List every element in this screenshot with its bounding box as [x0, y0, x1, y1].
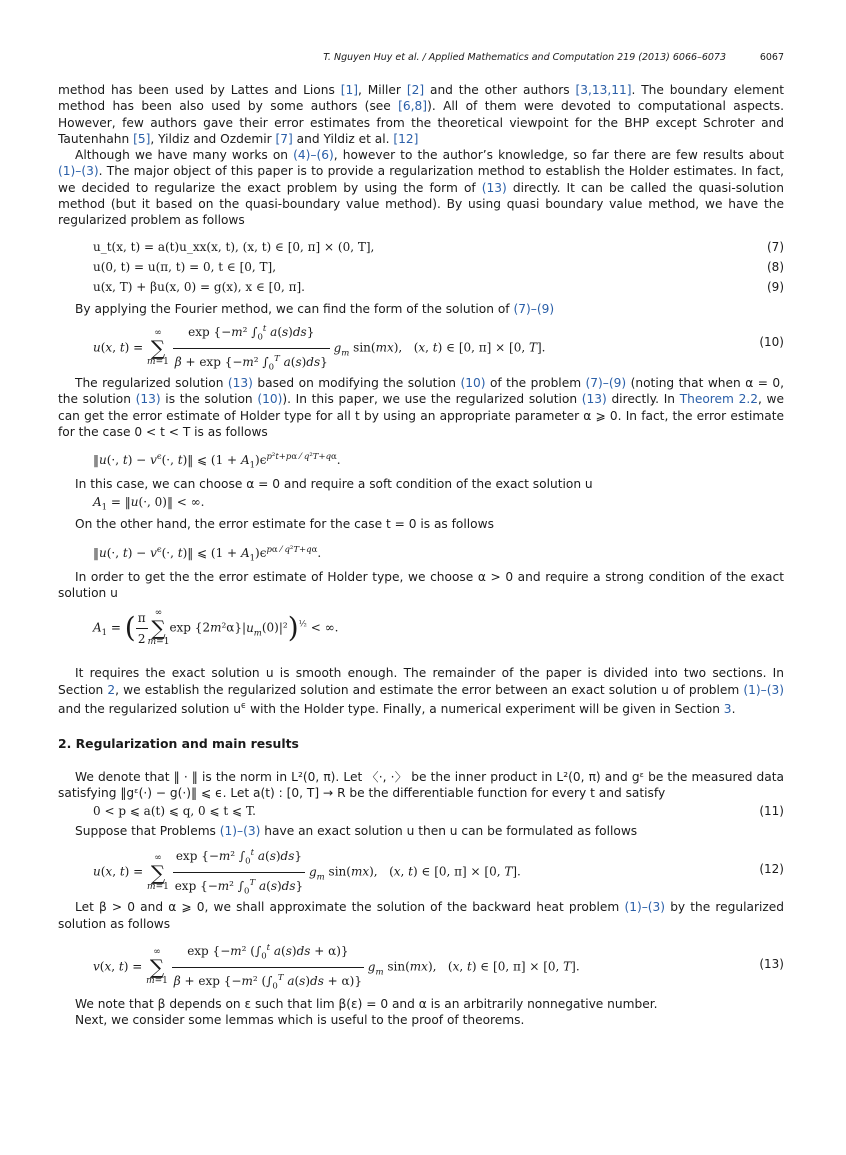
- equation-number: (10): [759, 334, 784, 349]
- paragraph-intro-methods: method has been used by Lattes and Lions [1], Miller [2] and the other authors [3,13,11]. The boundary element method has been also used by some authors (see [6,8]). All of them were devoted to computational aspects. However, few authors gave their error estimates from the theoretical viewpoint for the BHP except Schroter and Tautenhahn [5], Yildiz and Ozdemir [7] and Yildiz et al. [12]: [58, 83, 785, 146]
- summation-symbol: ∞ ∑ m=1: [147, 328, 169, 368]
- equation-link[interactable]: (7)–(9): [585, 375, 627, 390]
- equation-number: (9): [767, 279, 784, 294]
- equation-link[interactable]: (7)–(9): [513, 301, 555, 316]
- estimate-case-positive-t: ‖u(·, $t) - v^\epsilon(\cdot$, t)‖ ⩽ $(1 + A_1)\epsilon^{p^2t+p\alpha ⁄ q^2T+q\alpha}$.: [93, 452, 341, 471]
- page-number: 6067: [759, 52, 784, 63]
- equation-link[interactable]: (1)–(3): [58, 164, 99, 179]
- equation-link[interactable]: (13): [135, 392, 161, 407]
- summation-symbol: ∞ ∑ m=1: [146, 947, 168, 987]
- equation-8: u(0, t) = u(π, t) = 0, t ∈ [0, T], (8): [93, 259, 784, 274]
- citation-link[interactable]: [12]: [393, 131, 419, 146]
- equation-link[interactable]: (1)–(3): [624, 900, 666, 915]
- equation-link[interactable]: (4)–(6): [293, 148, 334, 163]
- paragraph-objective: Although we have many works on (4)–(6), however to the author’s knowledge, so far there are few results about (1)–(3). The major object of this paper is to provide a regularization method to establish the Holder estimates. In fact, we decided to regularize the exact problem by using the form of (13) directly. It can be called the quasi-solution method (but it based on the quasi-boundary value method). By using quasi boundary value method, we have the regularized problem as follows: [58, 148, 784, 228]
- citation-link[interactable]: [5]: [133, 131, 151, 146]
- citation-link[interactable]: [2]: [406, 83, 425, 97]
- paragraph-notation: We denote that ‖ · ‖ is the norm in L²(0, π). Let 〈·, ·〉 be the inner product in L²(0, π) and gᵋ be the measured data satisfying ‖gᵋ(·) − g(·)‖ ⩽ ϵ. Let a(t) : [0, T] → R be the differentiable function for every t and satisfy: [58, 769, 784, 800]
- equation-link[interactable]: (13): [227, 375, 253, 390]
- equation-link[interactable]: (13): [481, 180, 507, 195]
- estimate-case-zero: ‖u(·, $t) - v^\epsilon(\cdot$, t)‖ ⩽ $(1 + A_1)\epsilon^{p\alpha ⁄ q^2T+q\alpha}$.: [93, 544, 322, 564]
- summation-symbol: ∞ ∑ m=1: [147, 608, 170, 648]
- equation-13: v(x, t) = ∞ ∑ m=1 $\frac{\exp \{-m^2 (\int_0^t a(s)ds + \alpha)\}}{\beta + \exp \{-m^2 (\int_0^T a(s)ds + \alpha)\}}$ $g_m$ sin(mx), (x, t) ∈ [0, π] × [0, T]. (13): [58, 932, 784, 994]
- fraction: $\frac{\exp \{-m^2 (\int_0^t a(s)ds + \alpha)\}}{\beta + \exp \{-m^2 (\int_0^T a(s)ds + \alpha)\}}$: [172, 940, 364, 994]
- equation-link[interactable]: (13): [581, 392, 607, 407]
- citation-link[interactable]: [3,13,11]: [575, 83, 632, 97]
- paragraph-exact-solution: Suppose that Problems (1)–(3) have an exact solution u then u can be formulated as follows: [75, 824, 638, 839]
- paragraph-fourier: By applying the Fourier method, we can find the form of the solution of (7)–(9): [75, 301, 555, 316]
- equation-link[interactable]: (1)–(3): [743, 682, 784, 697]
- equation-number: (7): [767, 239, 784, 254]
- equation-9: u(x, T) + βu(x, 0) = g(x), x ∈ [0, π]. (9): [93, 279, 784, 294]
- equation-number: (11): [759, 804, 784, 819]
- paragraph-outline: It requires the exact solution u is smooth enough. The remainder of the paper is divided into two sections. In Section 2, we establish the regularized solution and estimate the error between an exact solution u of problem (1)–(3) and the regularized solution $u^\epsilon$ with the Holder type. Finally, a numerical experiment will be given in Section 3.: [58, 666, 784, 716]
- article-body: [58, 82, 784, 1029]
- citation-link[interactable]: [6,8]: [398, 99, 428, 114]
- paragraph-soft-condition: In this case, we can choose α = 0 and require a soft condition of the exact solution u: [75, 477, 593, 492]
- fraction: $\frac{\pi}{2}$: [137, 610, 146, 646]
- paragraph-beta-note: We note that β depends on ε such that lim β(ε) = 0 and α is an arbitrarily nonnegative number.: [75, 997, 658, 1012]
- theorem-link[interactable]: Theorem 2.2: [679, 392, 758, 407]
- citation-link[interactable]: [7]: [275, 131, 293, 146]
- paragraph-next-lemmas: Next, we consider some lemmas which is useful to the proof of theorems.: [75, 1013, 525, 1028]
- equation-number: (13): [759, 957, 784, 972]
- paragraph-regularized: The regularized solution (13) based on modifying the solution (10) of the problem (7)–(9) (noting that when α = 0, the solution (13) is the solution (10)). In this paper, we use the regularized solution (13) directly. In Theorem 2.2, we can get the error estimate of Holder type for all t by using an appropriate parameter α ⩾ 0. In fact, the error estimate for the case 0 < t < T is as follows: [58, 375, 784, 439]
- fraction: $\frac{\exp \{-m^2 \int_0^t a(s)ds\}}{\beta + \exp \{-m^2 \int_0^T a(s)ds\}}$: [173, 321, 330, 375]
- citation-link[interactable]: [1]: [340, 83, 358, 97]
- paragraph-case-zero: On the other hand, the error estimate for the case t = 0 is as follows: [75, 517, 494, 532]
- section-link[interactable]: 3: [723, 702, 732, 716]
- equation-number: (12): [759, 862, 784, 877]
- equation-12: u(x, t) = ∞ ∑ m=1 $\frac{\exp \{-m^2 \int_0^t a(s)ds\}}{\exp \{-m^2 \int_0^T a(s)ds\}}$ $g_m$ sin(mx), (x, t) ∈ [0, π] × [0, T]. (12): [58, 839, 784, 897]
- equation-10: u(x, t) = ∞ ∑ m=1 $\frac{\exp \{-m^2 \int_0^t a(s)ds\}}{\beta + \exp \{-m^2 \int_0^T a(s)ds\}}$ $g_m$ sin(mx), (x, t) ∈ [0, π] × [0, T]. (10): [58, 317, 784, 369]
- paragraph-approximation: Let β > 0 and α ⩾ 0, we shall approximate the solution of the backward heat problem (1)–(3) by the regularized solution as follows: [58, 900, 785, 931]
- equation-7: u_t(x, t) = a(t)u_xx(x, t), (x, t) ∈ [0, π] × (0, T], (7): [93, 239, 784, 254]
- summation-symbol: ∞ ∑ m=1: [147, 852, 169, 892]
- running-title: T. Nguyen Huy et al. / Applied Mathematics and Computation 219 (2013) 6066–6073: [323, 52, 726, 63]
- section-heading: 2. Regularization and main results: [58, 736, 299, 752]
- running-header: [58, 52, 784, 68]
- paragraph-strong-condition: In order to get the the error estimate of Holder type, we choose α > 0 and require a strong condition of the exact solution u: [58, 569, 784, 601]
- equation-11: 0 < p ⩽ a(t) ⩽ q, 0 ⩽ t ⩽ T. (11): [93, 804, 784, 819]
- fraction: $\frac{\exp \{-m^2 \int_0^t a(s)ds\}}{\exp \{-m^2 \int_0^T a(s)ds\}}$: [173, 845, 305, 899]
- equation-number: (8): [767, 259, 784, 274]
- equation-link[interactable]: (1)–(3): [219, 824, 261, 839]
- equation-link[interactable]: (10): [257, 392, 283, 407]
- section-link[interactable]: 2: [107, 682, 116, 697]
- constant-a1-soft: $A_1$ = ‖u(·, 0)‖ < ∞.: [93, 495, 205, 513]
- constant-a1-strong: $A_1$ = ( $\frac{\pi}{2}$ ∞ ∑ m=1exp $\{2m^2\alpha\}|u_m(0)|^2)^{\frac{1}{2}}$ < ∞.: [93, 608, 339, 648]
- equation-link[interactable]: (10): [460, 375, 486, 390]
